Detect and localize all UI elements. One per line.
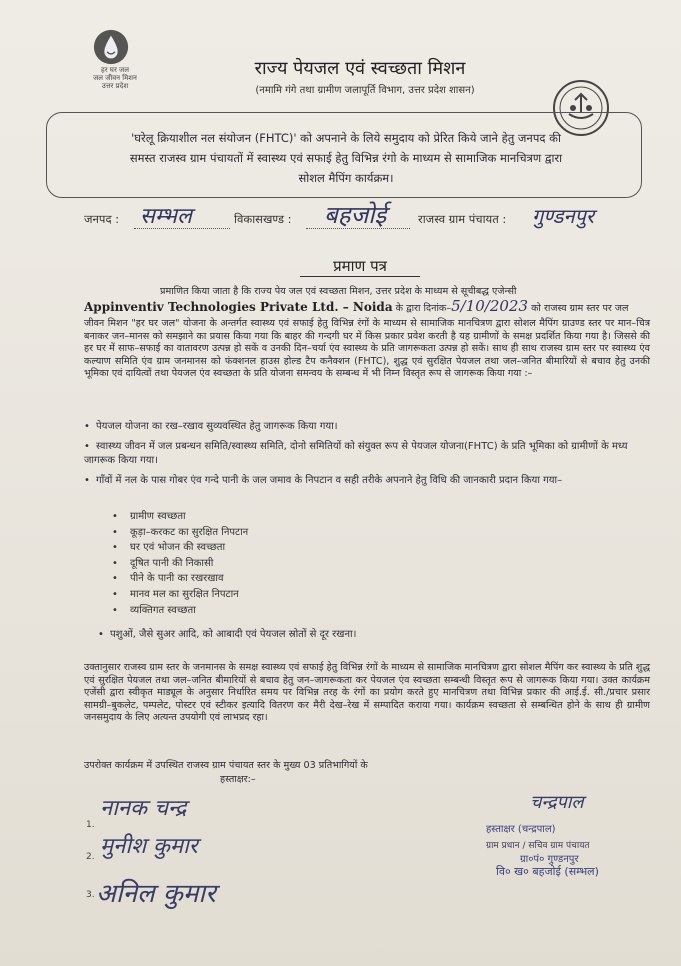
topic-item: • मानव मल का सुरक्षित निपटान <box>112 588 239 600</box>
bullet-1 <box>84 420 644 434</box>
topic-list <box>112 509 372 618</box>
para1-date-prefix: के द्वारा दिनांक– <box>392 303 452 314</box>
bullet-2 <box>84 440 644 468</box>
topic-text: कूड़ा–करकट का सुरक्षित निपटान <box>130 526 249 538</box>
bullet-dot: • <box>84 475 90 486</box>
bullet-2-text: स्वास्थ्य जीवन में जल प्रबन्धन समिति/स्वास्थ्य समिति, दोनो समितियों को संयुक्त रूप से पेयजल योजना(FHTC) के प्रति भूमिका को ग्रामीणों के मध्य जागरूक किया गया। <box>84 441 628 466</box>
program-line-1: 'घरेलू क्रियाशील नल संयोजन (FHTC)' को अपनाने के लिये समुदाय को प्रेरित किये जाने हेतु जनपद की <box>131 131 561 145</box>
block-dots <box>306 228 410 229</box>
district-dots <box>134 228 230 229</box>
attendees-signature-label: हस्ताक्षर:– <box>220 774 256 785</box>
certificate-title: प्रमाण पत्र <box>300 256 420 277</box>
topic-text: पीने के पानी का रखरखाव <box>130 573 224 585</box>
para2-body: उक्तानुसार राजस्व ग्राम स्तर के जनमानस के समक्ष स्वास्थ्य एवं सफाई हेतु विभिन्न रंगों के माध्यम से सामाजिक मानचित्रण द्वारा सोशल मैपिंग कर स्वास्थ्य के प्रति शुद्ध एवं सुरक्षित पेयजल तथा जल–जनित बीमारियों से बचाव हेतु जन–जागरूकता कर पेयजल एंव स्वच्छता सम्बन्धी विस्तृत रूप से जागरूक किया गया। उक्त कार्यक्रम एजेंसी द्वारा स्वीकृत माड्यूल के अनुसार निर्धारित समय पर विभिन्न तरह के रंगों का प्रयोग करते हुए मानचित्रण तथा विभिन्न प्रकार की आई.ई. सी./प्रचार प्रसार सामग्री–बुकलेट, पम्पलेट, पोस्टर एवं स्टीकर इत्यादि वितरण कर मैरी देख–रेख में सम्पादित कराया गया। कार्यक्रम स्वच्छता से सम्बन्धित होने के साथ ही ग्रामीण जनसमुदाय के लिए अत्यन्त उपयोगी एवं लाभप्रद रहा। <box>84 662 650 723</box>
bullet-dot: • <box>98 629 104 640</box>
signature-2: मुनीश कुमार <box>100 834 198 859</box>
program-line-3: सोशल मैपिंग कार्यक्रम। <box>298 171 394 185</box>
logo-line-3: उत्तर प्रदेश <box>101 82 129 90</box>
bullet-3 <box>84 474 644 488</box>
bullet-3-text: गाँवों में नल के पास गोबर एंव गन्दे पानी के जल जमाव के निपटान व सही तरीके अपनाने हेतु विधि की जानकारी प्रदान किया गया– <box>96 475 563 486</box>
signature-1: नानक चन्द्र <box>100 796 187 821</box>
logo-line-1: हर घर जल <box>101 66 129 74</box>
left-logo-text <box>80 66 150 90</box>
topic-item: • घर एवं भोजन की स्वच्छता <box>112 542 226 554</box>
topic-text: व्यक्तिगत स्वच्छता <box>130 604 196 616</box>
company-name: Appinventiv Technologies Private Ltd. – Noida <box>84 300 393 314</box>
topic-item: • कूड़ा–करकट का सुरक्षित निपटान <box>112 526 249 538</box>
topic-text: दूषित पानी की निकासी <box>130 557 214 569</box>
attendees-intro: उपरोक्त कार्यक्रम में उपस्थित राजस्व ग्राम पंचायत स्तर के मुख्य 03 प्रतिभागियों के <box>84 760 368 771</box>
topic-item: • ग्रामीण स्वच्छता <box>112 511 186 522</box>
signature-2-num: 2. <box>86 852 95 862</box>
pradhan-signature: चन्द्रपाल <box>530 792 584 813</box>
bullet-1-text: पेयजल योजना का रख–रखाव सुव्यवस्थित हेतु जागरूक किया गया। <box>96 421 338 432</box>
topic-text: ग्रामीण स्वच्छता <box>130 511 186 522</box>
header-title: राज्य पेयजल एवं स्वच्छता मिशन <box>254 58 466 79</box>
panchayat-value: गुण्डनपुर <box>532 204 595 228</box>
pradhan-stamp-line-4: वि० ख० बहजोई (सम्भल) <box>496 865 599 878</box>
location-fields <box>84 201 644 242</box>
bullet-dot: • <box>84 421 90 432</box>
header-subtitle: (नमामि गंगे तथा ग्रामीण जलापूर्ति विभाग, उत्तर प्रदेश शासन) <box>255 85 475 96</box>
bullet-last <box>98 628 638 642</box>
pradhan-stamp-line-3: ग्रा०पं० गुण्डनपुर <box>520 854 579 865</box>
topic-item: • व्यक्तिगत स्वच्छता <box>112 604 196 616</box>
program-date: 5/10/2023 <box>451 297 529 315</box>
panchayat-label: राजस्व ग्राम पंचायत : <box>418 212 507 226</box>
para1-line-a: प्रमाणित किया जाता है कि राज्य पेय जल एवं स्वच्छता मिशन, उत्तर प्रदेश के माध्यम से सूचीबद्ध एजेन्सी <box>160 286 517 297</box>
signature-1-num: 1. <box>86 820 95 830</box>
district-label: जनपद : <box>84 212 120 226</box>
para1-date-suffix: को राजस्व ग्राम स्तर पर जल <box>528 303 629 314</box>
signature-3-num: 3. <box>86 890 95 900</box>
topic-text: मानव मल का सुरक्षित निपटान <box>130 588 239 600</box>
bullet-dot: • <box>84 441 90 452</box>
program-text <box>72 128 620 188</box>
para1-line-b <box>84 297 654 316</box>
para1-body: जीवन मिशन "हर घर जल" योजना के अन्तर्गत स्वास्थ्य एवं सफाई हेतु विभिन्न रंगों के माध्यम से सामाजिक मानचित्रण द्वारा सोशल मैपिंग ग्राउण्ड स्तर पर मान–चित्र बनाकर जन–मानस को समझाने का प्रयास किया गया कि बाहर की गन्दगी घर में किस प्रकार प्रवेश करती है यह ग्रामीणों के समक्ष प्रदर्शित किया गया है। जिससे की हर घर में साफ–सफाई का वातावरण उत्पन्न हो सकें व उनकी दिन–चर्या एंव स्वास्थ्य के प्रति जागरूकता उत्पन्न हो सकें। साथ ही साथ राजस्व ग्राम स्तर पर स्वास्थ्य एंव कल्याण समिति एंव ग्राम जनमानस को फंक्शनल हाउस होल्ड टैप कनैक्शन (FHTC), शुद्ध एवं सुरक्षित पेयजल तथा जल–जनित बीमारियों से बचाव हेतु उनकी भूमिका एवं दायित्वों तथा पेयजल एंव स्वच्छता के प्रति योजना समन्वय के सम्बन्ध में भी निम्न विस्तृत रूप से जागरूक किया गया :– <box>84 318 650 379</box>
block-label: विकासखण्ड : <box>234 212 292 226</box>
har-ghar-jal-logo-icon <box>92 28 130 66</box>
topic-text: घर एवं भोजन की स्वच्छता <box>130 542 226 554</box>
logo-line-2: जल जीवन मिशन <box>93 74 137 82</box>
signature-3: अनिल कुमार <box>96 879 216 909</box>
pradhan-stamp-line-2: ग्राम प्रधान / सचिव ग्राम पंचायत <box>486 841 590 851</box>
district-value: सम्भल <box>140 204 192 229</box>
topic-item: • पीने के पानी का रखरखाव <box>112 573 224 585</box>
bullet-last-text: पशुओं, जैसे सुअर आदि, को आबादी एवं पेयजल स्रोतों से दूर रखना। <box>110 629 357 640</box>
topic-item: • दूषित पानी की निकासी <box>112 557 214 569</box>
block-value: बहजोई <box>324 201 387 229</box>
pradhan-stamp-line-1: हस्ताक्षर (चन्द्रपाल) <box>486 824 556 835</box>
program-line-2: समस्त राजस्व ग्राम पंचायतों में स्वास्थ्य एवं सफाई हेतु विभिन्न रंगो के माध्यम से सामाजिक मानचित्रण द्वारा <box>129 151 563 165</box>
